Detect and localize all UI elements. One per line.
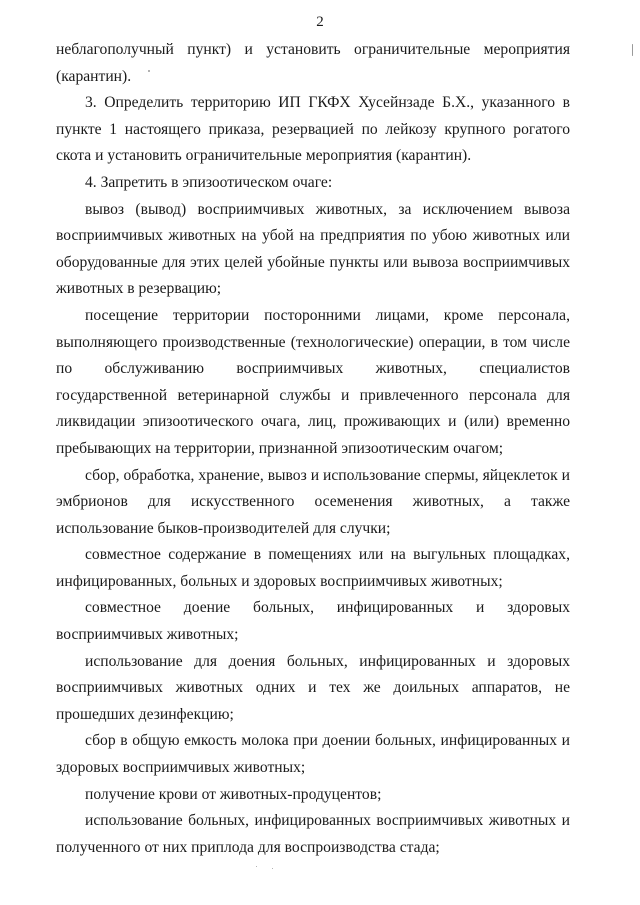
prohibition-common-milk-container: сбор в общую емкость молока при доении больных, инфицированных и здоровых восприимчивых животных;	[56, 732, 570, 777]
document-body	[56, 37, 570, 861]
paragraph-item-3: 3. Определить территорию ИП ГКФХ Хусейнзаде Б.Х., указанного в пункте 1 настоящего приказа, резервацией по лейкозу крупного рогатого скота и установить ограничительные мероприятия (карантин).	[56, 94, 570, 165]
prohibition-removal-of-animals: вывоз (вывод) восприимчивых животных, за исключением вывоза восприимчивых животных на убой на предприятия по убою животных или оборудованные для этих целей убойные пункты или вывоза восприимчивых животных в резервацию;	[56, 200, 570, 298]
prohibition-shared-milking-machines: использование для доения больных, инфицированных и здоровых восприимчивых животных одних и тех же доильных аппаратов, не прошедших дезинфекцию;	[56, 652, 570, 723]
scan-speck	[148, 70, 150, 72]
paragraph-item-4: 4. Запретить в эпизоотическом очаге:	[85, 173, 333, 191]
page-number: 2	[316, 14, 324, 30]
prohibition-joint-keeping: совместное содержание в помещениях или на выгульных площадках, инфицированных, больных и здоровых восприимчивых животных;	[56, 546, 570, 590]
prohibition-sperm-and-embryos: сбор, обработка, хранение, вывоз и использование спермы, яйцеклеток и эмбрионов для искусственного осеменения животных, а также использование быков-производителей для случки;	[56, 466, 570, 537]
scan-speck	[272, 868, 273, 869]
prohibition-blood-from-producers: получение крови от животных-продуцентов;	[85, 785, 382, 803]
prohibition-visits-by-outsiders: посещение территории посторонними лицами, кроме персонала, выполняющего производственные (технологические) операции, в том числе по обслуживанию восприимчивых животных, специалистов государственной ветеринарной службы и привлеченного персонала для ликвидации эпизоотического очага, лиц, проживающих и (или) временно пребывающих на территории, признанной эпизоотическим очагом;	[56, 306, 570, 457]
paragraph-continuation: неблагополучный пункт) и установить ограничительные мероприятия (карантин).	[56, 41, 570, 85]
prohibition-joint-milking: совместное доение больных, инфицированных и здоровых восприимчивых животных;	[56, 599, 570, 644]
scan-speck	[256, 866, 257, 867]
scan-edge-mark	[632, 44, 633, 56]
prohibition-use-for-reproduction: использование больных, инфицированных восприимчивых животных и полученного от них приплода для воспроизводства стада;	[56, 812, 570, 856]
